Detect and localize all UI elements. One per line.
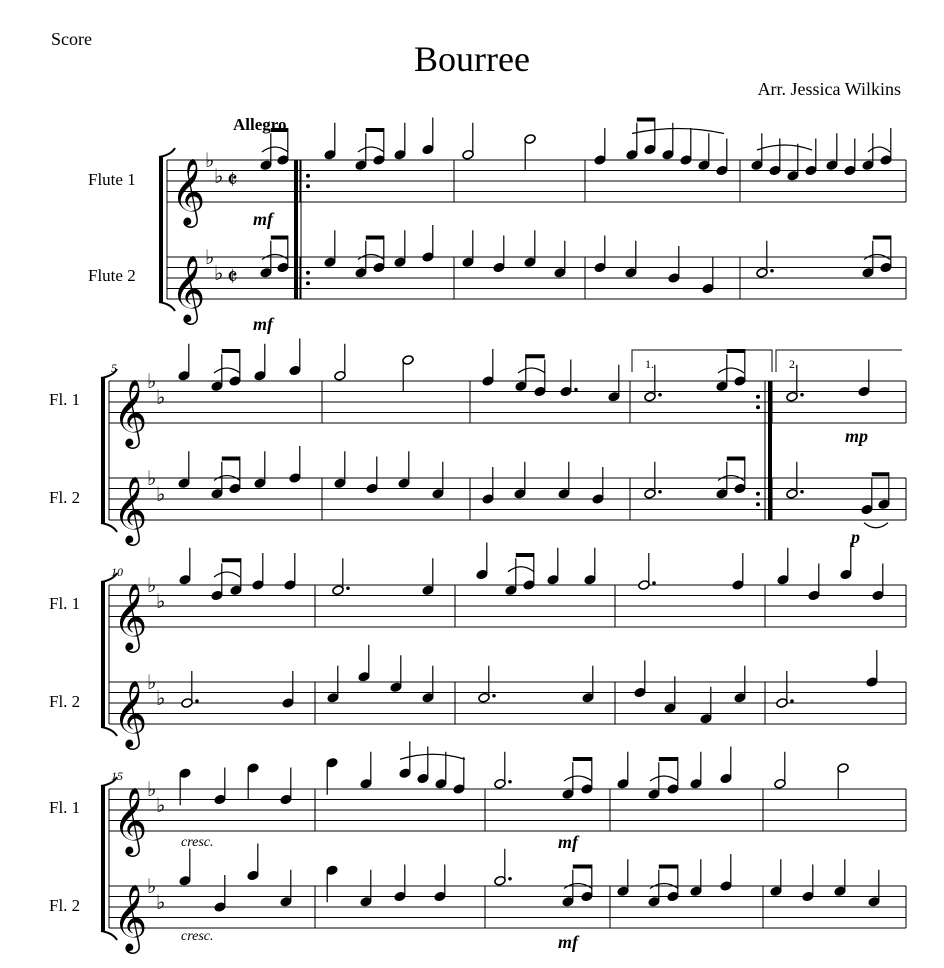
- slur: [868, 147, 890, 152]
- treble-clef-icon: 𝄞: [171, 157, 206, 225]
- page-title: Bourree: [414, 39, 530, 79]
- score-label: Score: [51, 29, 92, 49]
- measure-number: 5: [111, 361, 117, 375]
- staff-bottom: [167, 257, 906, 299]
- dynamic-p: p: [851, 527, 860, 547]
- instrument-label-flute-1: Flute 1: [88, 170, 136, 189]
- cresc-marking: cresc.: [181, 835, 214, 850]
- bracket-hook: [159, 148, 175, 157]
- instrument-label-fl1-system2: Fl. 1: [49, 390, 81, 409]
- flat-sign: ♭: [214, 262, 224, 285]
- treble-clef-icon: 𝄞: [113, 679, 148, 747]
- instrument-label-flute-2: Flute 2: [88, 266, 136, 285]
- slur: [757, 145, 812, 150]
- repeat-dot: [756, 492, 760, 496]
- staff-bottom: [109, 886, 906, 928]
- repeat-dot: [756, 405, 760, 409]
- slur: [508, 567, 534, 572]
- dynamic-mf: mf: [558, 832, 578, 852]
- flat-sign: ♭: [156, 891, 166, 914]
- flat-sign: ♭: [147, 672, 157, 694]
- dot: [658, 393, 662, 397]
- repeat-dot: [306, 281, 310, 285]
- instrument-label-fl2-system2: Fl. 2: [49, 488, 81, 507]
- dynamic-mf: mf: [558, 932, 578, 952]
- cut-time-icon: 𝄵: [227, 168, 238, 194]
- flat-sign: ♭: [156, 687, 166, 710]
- instrument-label-fl2-system4: Fl. 2: [49, 896, 81, 915]
- flat-sign: ♭: [156, 386, 166, 409]
- treble-clef-icon: 𝄞: [171, 254, 206, 322]
- slur: [718, 368, 744, 373]
- flat-sign: ♭: [205, 247, 215, 269]
- instrument-label-fl1-system4: Fl. 1: [49, 798, 81, 817]
- flat-sign: ♭: [205, 150, 215, 172]
- dot: [658, 490, 662, 494]
- second-ending-label: 2.: [789, 357, 798, 371]
- dot: [800, 393, 804, 397]
- slur: [262, 147, 288, 152]
- dynamic-mp: mp: [845, 426, 869, 446]
- dot: [508, 780, 512, 784]
- dot: [800, 490, 804, 494]
- repeat-dot: [306, 174, 310, 178]
- slur: [632, 129, 724, 134]
- treble-clef-icon: 𝄞: [113, 475, 148, 543]
- flat-sign: ♭: [147, 876, 157, 898]
- dot: [346, 586, 350, 590]
- repeat-dot: [756, 502, 760, 506]
- cut-time-icon: 𝄵: [227, 265, 238, 291]
- dot: [652, 581, 656, 585]
- slur: [518, 368, 545, 373]
- flat-sign: ♭: [147, 371, 157, 393]
- tempo-marking: Allegro: [233, 115, 287, 134]
- slur: [650, 776, 678, 781]
- slur: [358, 147, 384, 152]
- repeat-dot: [306, 271, 310, 275]
- flat-sign: ♭: [156, 590, 166, 613]
- slur: [214, 368, 240, 373]
- dot: [574, 388, 578, 392]
- flat-sign: ♭: [214, 165, 224, 188]
- dot: [195, 699, 199, 703]
- flat-sign: ♭: [147, 468, 157, 490]
- treble-clef-icon: 𝄞: [113, 582, 148, 650]
- staff-top: [109, 381, 906, 423]
- first-ending-label: 1.: [645, 357, 654, 371]
- instrument-label-fl1-system3: Fl. 1: [49, 594, 81, 613]
- dot: [508, 877, 512, 881]
- treble-clef-icon: 𝄞: [113, 378, 148, 446]
- slur: [214, 572, 240, 577]
- flat-sign: ♭: [156, 794, 166, 817]
- slur: [864, 523, 888, 528]
- repeat-dot: [306, 184, 310, 188]
- dot: [492, 694, 496, 698]
- staff-bottom: [109, 478, 906, 520]
- dot: [770, 269, 774, 273]
- repeat-dot: [756, 395, 760, 399]
- measure-number: 15: [111, 769, 123, 783]
- dynamic-mf: mf: [253, 209, 273, 229]
- treble-clef-icon: 𝄞: [113, 883, 148, 951]
- treble-clef-icon: 𝄞: [113, 786, 148, 854]
- instrument-label-fl2-system3: Fl. 2: [49, 692, 81, 711]
- staff-top: [109, 789, 906, 831]
- dynamic-mf: mf: [253, 314, 273, 334]
- dot: [790, 699, 794, 703]
- arranger-credit: Arr. Jessica Wilkins: [757, 79, 901, 99]
- slur: [564, 776, 592, 781]
- flat-sign: ♭: [156, 483, 166, 506]
- measure-number: 10: [111, 565, 123, 579]
- staff-top: [167, 160, 906, 202]
- flat-sign: ♭: [147, 779, 157, 801]
- flat-sign: ♭: [147, 575, 157, 597]
- cresc-marking: cresc.: [181, 929, 214, 944]
